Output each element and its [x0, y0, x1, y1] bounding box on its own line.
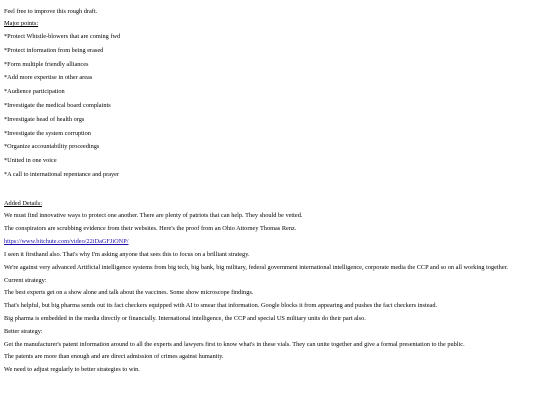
list-item: *Form multiple friendly alliances: [4, 60, 89, 68]
detail-paragraph: We must find innovative ways to protect one another. There are plenty of patriots that can help. They should be vetted.: [4, 212, 303, 220]
detail-paragraph: That's helpful, but big pharma sends out its fact checkers equipped with AI to smear that information. Google blocks it from appearing and pushes the fact checkers instead.: [4, 302, 438, 310]
list-item: *Add more expertise in other areas: [4, 74, 93, 82]
list-item: *A call to international repentance and prayer: [4, 171, 120, 179]
list-item: *Protect Whistle-blowers that are coming fwd: [4, 32, 121, 40]
list-item: *Organize accountability proceedings: [4, 143, 100, 151]
current-strategy-label: Current strategy:: [4, 276, 47, 284]
detail-paragraph: I seen it firsthand also. That's why I'm asking anyone that sees this to focus on a brilliant strategy.: [4, 250, 250, 258]
list-item: *Protect information from being erased: [4, 46, 104, 54]
list-item: *Investigate head of health orgs: [4, 115, 85, 123]
major-points-heading: Major points:: [4, 20, 39, 28]
list-item: *Audience participation: [4, 88, 65, 96]
detail-paragraph: The conspirators are scrubbing evidence from their websites. Here's the proof from an Ohio Attorney Thomas Renz.: [4, 225, 297, 233]
added-details-heading: Added Details:: [4, 199, 42, 207]
detail-paragraph: Get the manufacturer's patent information around to all the experts and lawyers first to know what's in these vials. They can unite together and give a formal presentation to the public.: [4, 340, 465, 348]
detail-paragraph: We need to adjust regularly to better strategies to win.: [4, 366, 140, 374]
list-item: *United in one voice: [4, 157, 57, 165]
list-item: *Investigate the medical board complaints: [4, 101, 111, 109]
list-item: *Investigate the system corruption: [4, 129, 91, 137]
intro-text: Feel free to improve this rough draft.: [4, 8, 98, 15]
detail-paragraph: Big pharma is embedded in the media directly or financially. International intelligence, the CCP and special US military units do their part also.: [4, 315, 366, 322]
detail-paragraph: We're against very advanced Artificial intelligence systems from big tech, big bank, big military, federal government international intelligence, corporate media the CCP and so on all working together.: [4, 263, 508, 271]
detail-paragraph: The best experts get on a show alone and talk about the vaccines. Some show microscope findings.: [4, 289, 254, 297]
better-strategy-label: Better strategy:: [4, 327, 43, 335]
major-points-list: [4, 33, 536, 179]
detail-paragraph: The patents are more than enough and are direct admission of crimes against humanity.: [4, 353, 224, 361]
section-spacer: [4, 185, 536, 200]
detail-link-paragraph: [4, 238, 536, 245]
details-list: [4, 212, 536, 373]
bitchute-video-link[interactable]: https://www.bitchute.com/video/22iDaGFJiONP/: [4, 238, 129, 246]
